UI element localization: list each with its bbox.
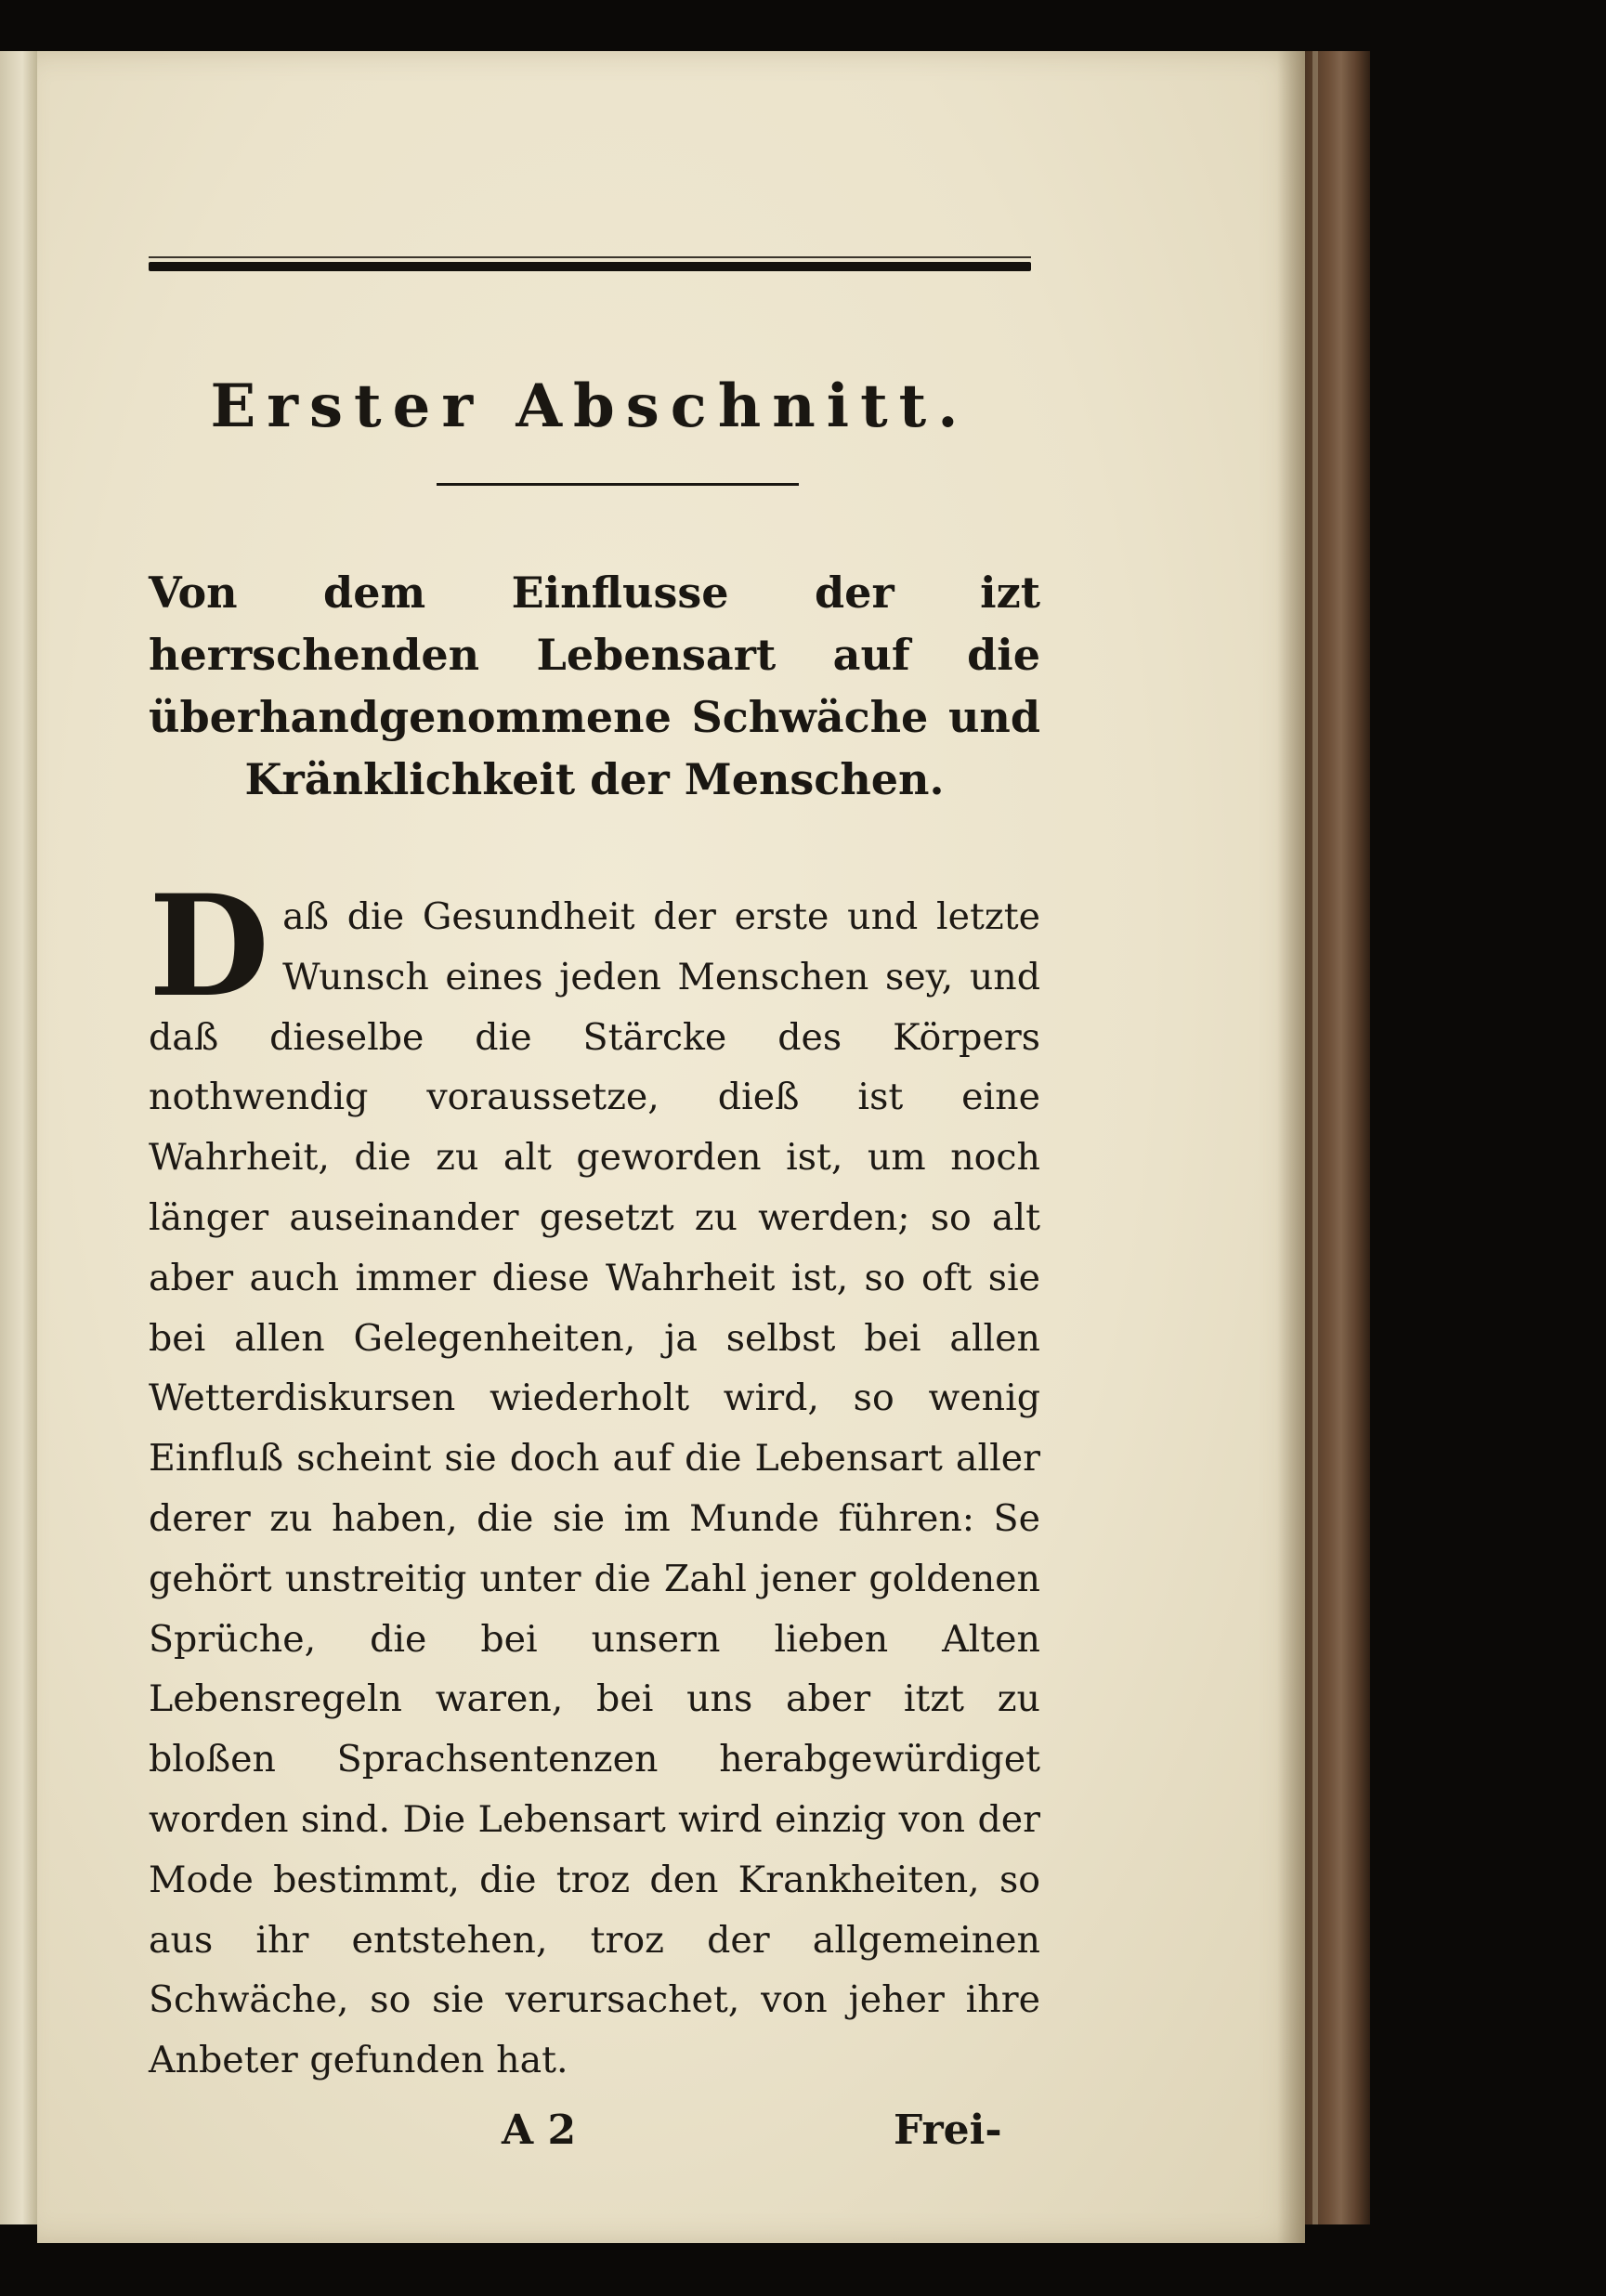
catchword: Frei-: [894, 2107, 1002, 2154]
gutter-shadow: [1277, 51, 1305, 2243]
book-cover-edge: [1305, 51, 1370, 2224]
top-rule: [149, 262, 1031, 271]
signature-mark: A 2: [502, 2107, 577, 2154]
section-heading: Erster Abschnitt.: [210, 372, 970, 441]
drop-cap: D: [149, 865, 270, 1028]
body-paragraph: [149, 865, 1040, 2091]
left-page-edge: [0, 51, 37, 2224]
heading-rule: [437, 483, 799, 486]
section-subtitle: Von dem Einflusse der izt herrschenden Lebensart auf die überhandgenommene Schwäche und Kränklichkeit der Menschen.: [149, 567, 1040, 804]
body-text: aß die Gesundheit der erste und letzte Wunsch eines jeden Menschen sey, und daß dieselbe die Stärcke des Körpers nothwendig voraussetze, dieß ist eine Wahrheit, die zu alt geworden ist, um noch länger auseinander gesetzt zu werden; so alt aber auch immer diese Wahrheit ist, so oft sie bei allen Gelegenheiten, ja selbst bei allen Wetterdiskursen wiederholt wird, so wenig Einfluß scheint sie doch auf die Lebensart aller derer zu haben, die sie im Munde führen: Se gehört unstreitig unter die Zahl jener goldenen Sprüche, die bei unsern lieben Alten Lebensregeln waren, bei uns aber itzt zu bloßen Sprachsentenzen herabgewürdiget worden sind. Die Lebensart wird einzig von der Mode bestimmt, die troz den Krankheiten, so aus ihr entstehen, troz der allgemeinen Schwäche, so sie verursachet, von jeher ihre Anbeter gefunden hat.: [149, 895, 1040, 2082]
